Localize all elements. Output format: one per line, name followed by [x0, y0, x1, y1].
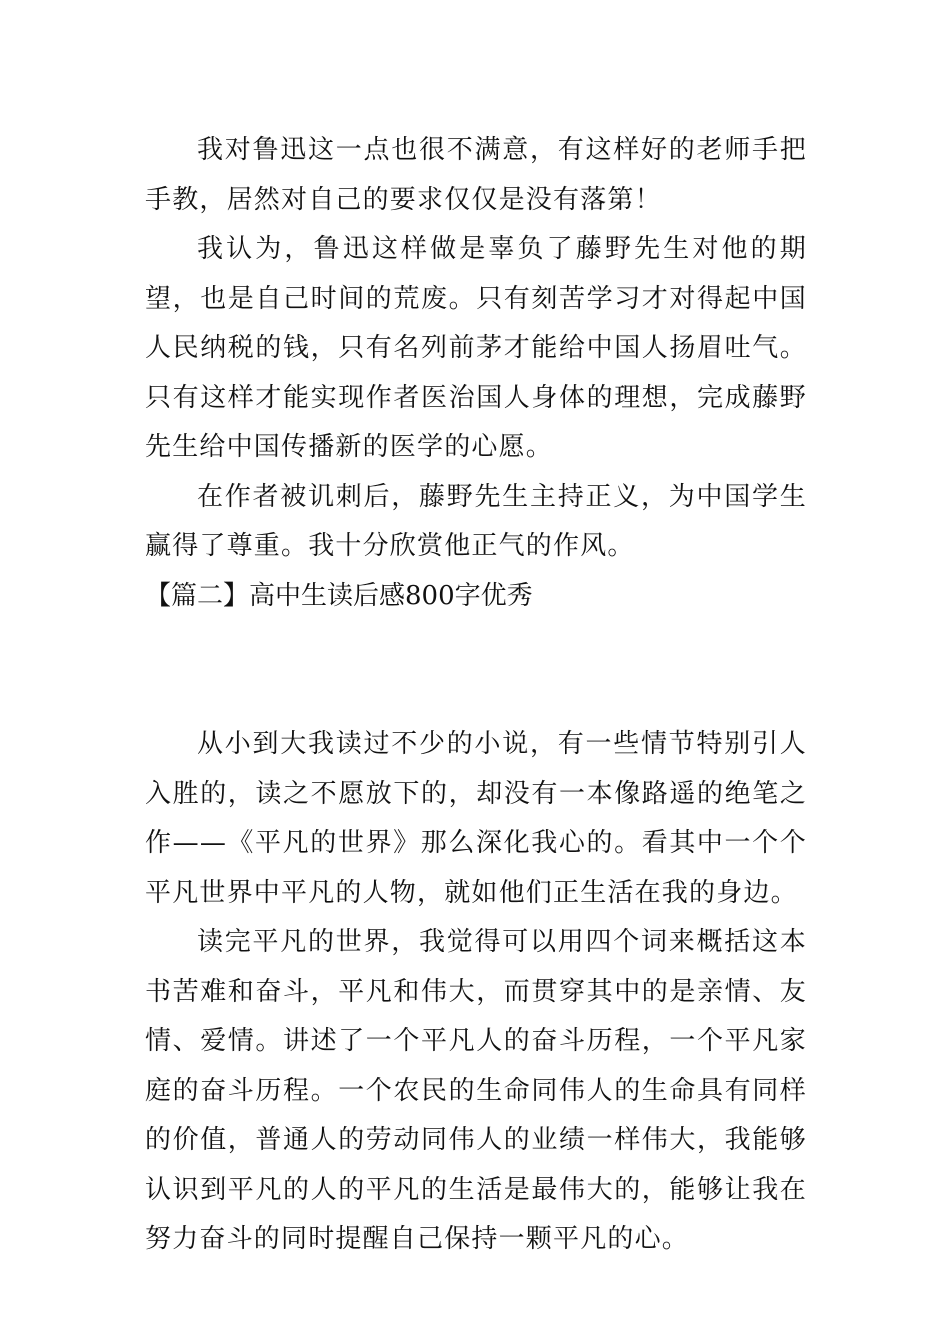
paragraph-4: 从小到大我读过不少的小说，有一些情节特别引人入胜的，读之不愿放下的，却没有一本像路遥的绝笔之作——《平凡的世界》那么深化我心的。看其中一个个平凡世界中平凡的人物，就如他们正生活在我的身边。: [145, 729, 807, 908]
paragraph-1: 我对鲁迅这一点也很不满意，有这样好的老师手把手教，居然对自己的要求仅仅是没有落第！: [145, 135, 807, 215]
section-heading: 【篇二】高中生读后感800字优秀: [145, 580, 533, 611]
section-spacer: [145, 621, 807, 720]
paragraph-2: 我认为，鲁迅这样做是辜负了藤野先生对他的期望，也是自己时间的荒废。只有刻苦学习才对得起中国人民纳税的钱，只有名列前茅才能给中国人扬眉吐气。只有这样才能实现作者医治国人身体的理想，完成藤野先生给中国传播新的医学的心愿。: [145, 234, 807, 462]
paragraph-3: 在作者被讥刺后，藤野先生主持正义，为中国学生赢得了尊重。我十分欣赏他正气的作风。: [145, 481, 807, 561]
paragraph-5: 读完平凡的世界，我觉得可以用四个词来概括这本书苦难和奋斗，平凡和伟大，而贯穿其中的是亲情、友情、爱情。讲述了一个平凡人的奋斗历程，一个平凡家庭的奋斗历程。一个农民的生命同伟人的生命具有同样的价值，普通人的劳动同伟人的业绩一样伟大，我能够认识到平凡的人的平凡的生活是最伟大的，能够让我在努力奋斗的同时提醒自己保持一颗平凡的心。: [145, 927, 807, 1254]
document-body: [145, 126, 807, 1265]
